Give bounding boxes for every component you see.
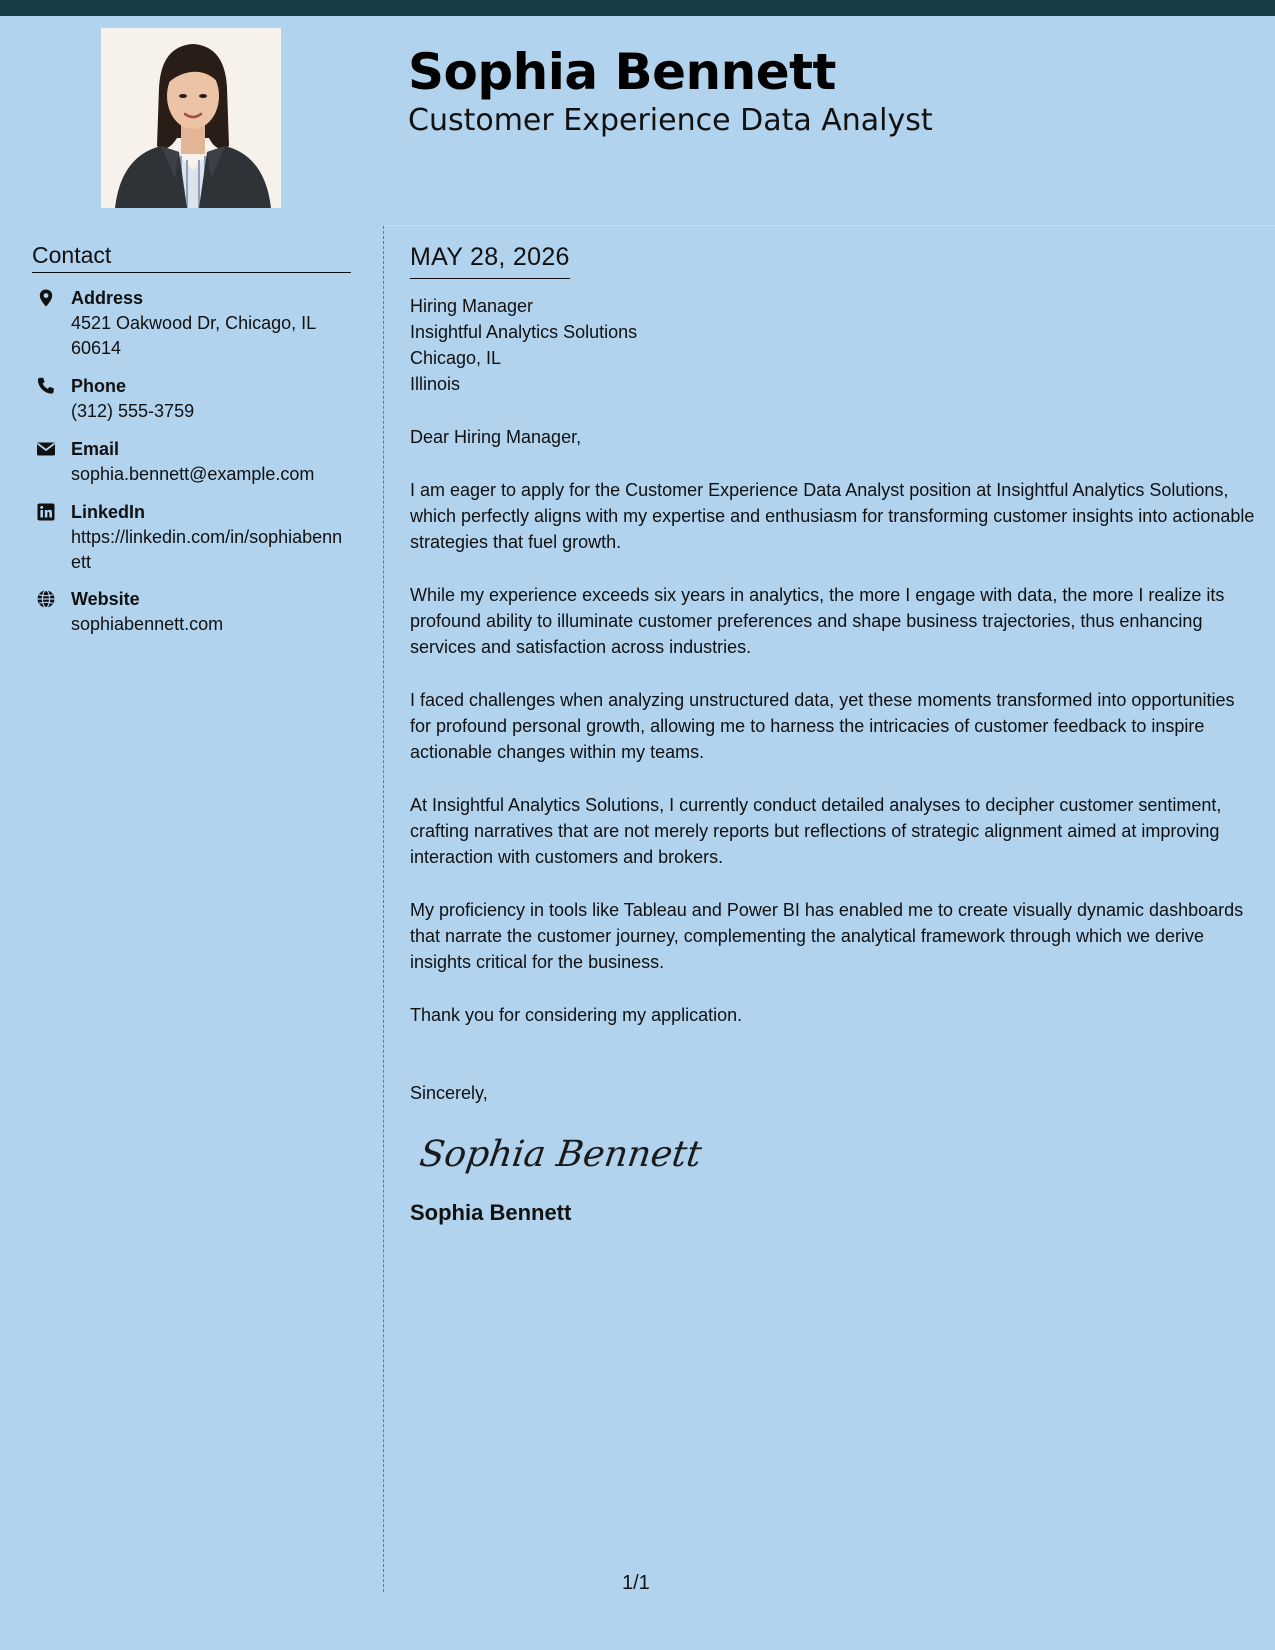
salutation: Dear Hiring Manager, bbox=[410, 427, 582, 447]
profile-photo bbox=[101, 28, 281, 208]
body-paragraph: While my experience exceeds six years in analytics, the more I engage with data, the more I realize its profound ability to illuminate customer preferences and shape business trajectories, thus enhancing services and satisfaction across industries. bbox=[410, 585, 1225, 657]
column-divider bbox=[383, 226, 384, 1592]
handwritten-signature bbox=[417, 1126, 1260, 1186]
closing: Sincerely, bbox=[410, 1083, 488, 1103]
contact-label: Website bbox=[71, 589, 140, 609]
letter-body bbox=[410, 240, 1260, 1228]
body-paragraph: I faced challenges when analyzing unstructured data, yet these moments transformed into opportunities for profound personal growth, allowing me to harness the intricacies of customer feedback to inspire actionable changes within my teams. bbox=[410, 690, 1235, 762]
header-divider bbox=[384, 225, 1275, 226]
body-paragraph: My proficiency in tools like Tableau and Power BI has enabled me to create visually dynamic dashboards that narrate the customer journey, complementing the analytical framework through which we derive insights critical for the business. bbox=[410, 900, 1244, 972]
contact-label: LinkedIn bbox=[71, 502, 146, 522]
map-pin-icon bbox=[36, 288, 56, 308]
header-name: Sophia Bennett bbox=[408, 43, 836, 101]
page-number: 1/1 bbox=[622, 1572, 650, 1594]
top-accent-bar bbox=[0, 0, 1275, 16]
body-paragraph: At Insightful Analytics Solutions, I currently conduct detailed analyses to decipher customer sentiment, crafting narratives that are not merely reports but reflections of strategic alignment aimed at improving interaction with customers and brokers. bbox=[410, 795, 1222, 867]
linkedin-icon bbox=[36, 502, 56, 522]
avatar bbox=[101, 28, 281, 208]
contact-label: Phone bbox=[71, 376, 127, 396]
recipient-block bbox=[410, 293, 1260, 397]
phone-icon bbox=[36, 376, 56, 396]
contact-value: (312) 555-3759 bbox=[71, 401, 195, 421]
linkedin-link[interactable]: https://linkedin.com/in/sophiabennett bbox=[71, 527, 343, 572]
recipient-line: Insightful Analytics Solutions bbox=[410, 322, 638, 342]
contact-value: 4521 Oakwood Dr, Chicago, IL 60614 bbox=[71, 313, 316, 358]
thank-you-paragraph: Thank you for considering my application. bbox=[410, 1005, 743, 1025]
contact-label: Email bbox=[71, 439, 120, 459]
envelope-icon bbox=[36, 439, 56, 459]
letter-date: MAY 28, 2026 bbox=[410, 240, 570, 279]
recipient-line: Hiring Manager bbox=[410, 296, 534, 316]
recipient-line: Illinois bbox=[410, 374, 461, 394]
signer-name: Sophia Bennett bbox=[410, 1200, 572, 1225]
contact-label: Address bbox=[71, 288, 144, 308]
header-role: Customer Experience Data Analyst bbox=[408, 103, 933, 138]
svg-text:Sophia Bennett: Sophia Bennett bbox=[417, 1132, 705, 1175]
website-link[interactable]: sophiabennett.com bbox=[71, 614, 224, 634]
recipient-line: Chicago, IL bbox=[410, 348, 502, 368]
contact-value: sophia.bennett@example.com bbox=[71, 464, 315, 484]
body-paragraph: I am eager to apply for the Customer Experience Data Analyst position at Insightful Analytics Solutions, which perfectly aligns with my expertise and enthusiasm for transforming customer insights into actionable strategies that fuel growth. bbox=[410, 480, 1255, 552]
globe-icon bbox=[36, 589, 56, 609]
contact-heading: Contact bbox=[32, 240, 351, 273]
